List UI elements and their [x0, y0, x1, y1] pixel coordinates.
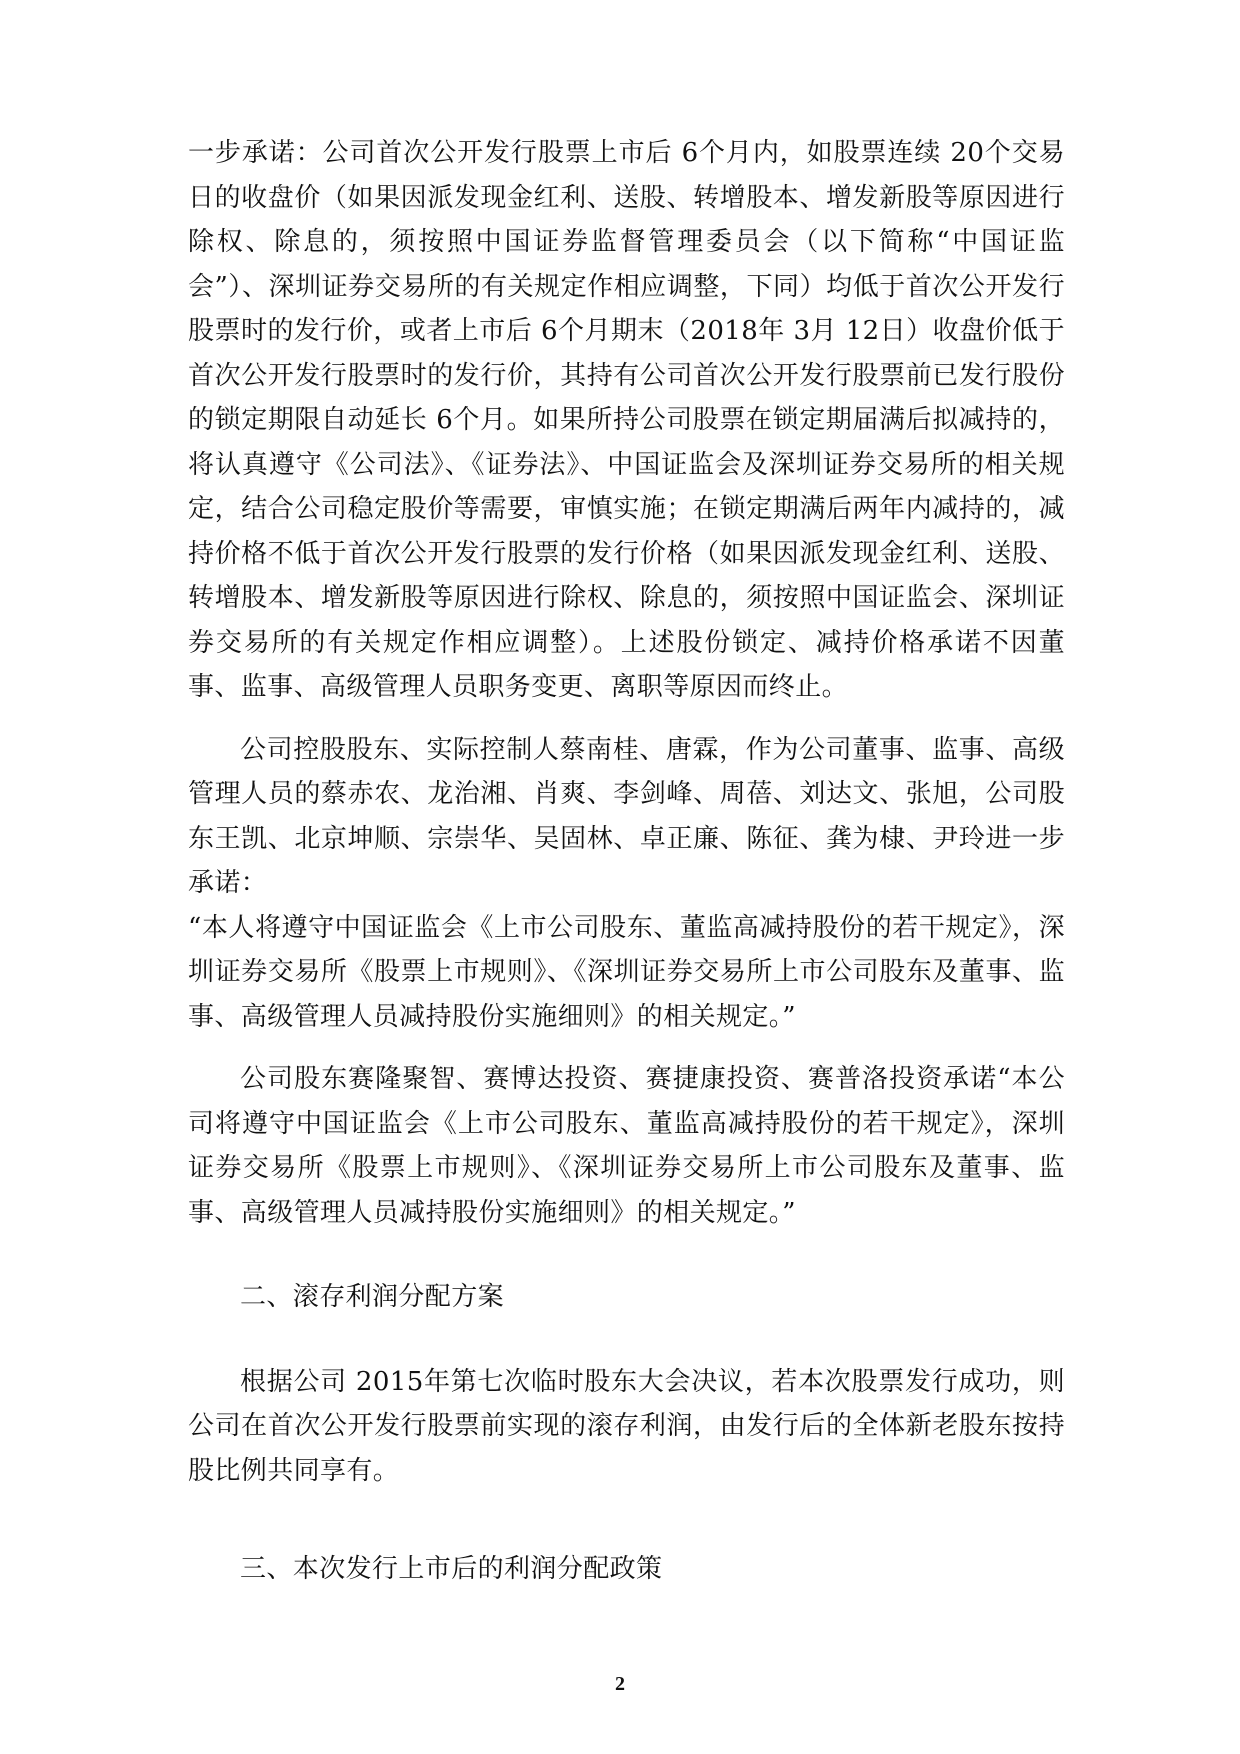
document-body	[188, 131, 1065, 1592]
paragraph-company-shareholders: 公司股东赛隆聚智、赛博达投资、赛捷康投资、赛普洛投资承诺“本公司将遵守中国证监会《上市公司股东、董监高减持股份的若干规定》，深圳证券交易所《股票上市规则》、《深圳证券交易所上市公司股东及董事、监事、高级管理人员减持股份实施细则》的相关规定。”	[188, 1064, 1065, 1228]
section-heading-retained-profit: 二、滚存利润分配方案	[240, 1282, 505, 1312]
page-number: 2	[615, 1673, 625, 1695]
paragraph-retained-profit: 根据公司 2015年第七次临时股东大会决议，若本次股票发行成功，则公司在首次公开发行股票前实现的滚存利润，由发行后的全体新老股东按持股比例共同享有。	[188, 1366, 1065, 1486]
paragraph-shareholders-commitment: 公司控股股东、实际控制人蔡南桂、唐霖，作为公司董事、监事、高级管理人员的蔡赤农、龙治湘、肖爽、李剑峰、周蓓、刘达文、张旭，公司股东王凯、北京坤顺、宗崇华、吴固林、卓正廉、陈征、龚为棣、尹玲进一步承诺：	[188, 734, 1065, 898]
paragraph-lockup-commitment: 一步承诺：公司首次公开发行股票上市后 6个月内，如股票连续 20个交易日的收盘价（如果因派发现金红利、送股、转增股本、增发新股等原因进行除权、除息的，须按照中国证券监督管理委员会（以下简称“中国证监会”）、深圳证券交易所的有关规定作相应调整，下同）均低于首次公开发行股票时的发行价，或者上市后 6个月期末（2018年 3月 12日）收盘价低于首次公开发行股票时的发行价，其持有公司首次公开发行股票前已发行股份的锁定期限自动延长 6个月。如果所持公司股票在锁定期届满后拟减持的，将认真遵守《公司法》、《证券法》、中国证监会及深圳证券交易所的相关规定，结合公司稳定股价等需要，审慎实施；在锁定期满后两年内减持的，减持价格不低于首次公开发行股票的发行价格（如果因派发现金红利、送股、转增股本、增发新股等原因进行除权、除息的，须按照中国证监会、深圳证券交易所的有关规定作相应调整）。上述股份锁定、减持价格承诺不因董事、监事、高级管理人员职务变更、离职等原因而终止。	[188, 138, 1065, 702]
paragraph-personal-quote: “本人将遵守中国证监会《上市公司股东、董监高减持股份的若干规定》，深圳证券交易所《股票上市规则》、《深圳证券交易所上市公司股东及董事、监事、高级管理人员减持股份实施细则》的相关规定。”	[188, 912, 1065, 1032]
section-heading-profit-policy: 三、本次发行上市后的利润分配政策	[240, 1554, 663, 1584]
